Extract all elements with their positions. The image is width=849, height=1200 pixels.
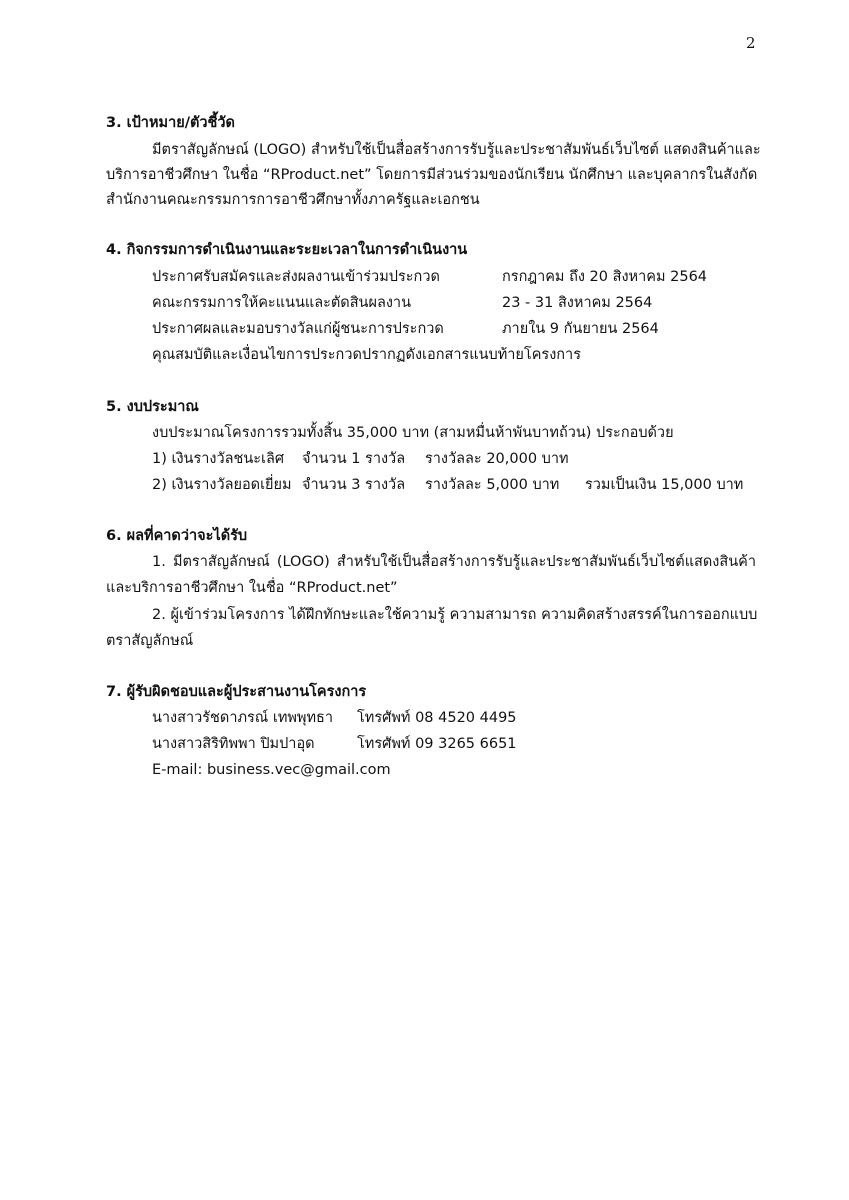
prize-row xyxy=(152,475,743,495)
activity-label: ประกาศรับสมัครและส่งผลงานเข้าร่วมประกวด xyxy=(152,269,440,285)
contact-phone: โทรศัพท์ 08 4520 4495 xyxy=(357,710,517,726)
prize-name: 2) เงินรางวัลยอดเยี่ยม xyxy=(152,477,292,493)
page-number: 2 xyxy=(746,34,756,52)
contact-email[interactable]: E-mail: business.vec@gmail.com xyxy=(152,762,391,778)
section-3-line-1: มีตราสัญลักษณ์ (LOGO) สำหรับใช้เป็นสื่อสร้างการรับรู้และประชาสัมพันธ์เว็บไซต์ แสดงสินค้าและ xyxy=(152,142,761,158)
contact-name: นางสาวรัชดาภรณ์ เทพพุทธา xyxy=(152,710,334,726)
prize-total: รวมเป็นเงิน 15,000 บาท xyxy=(585,477,744,493)
activity-date: กรกฎาคม ถึง 20 สิงหาคม 2564 xyxy=(502,269,708,285)
section-5-heading: 5. งบประมาณ xyxy=(106,399,199,415)
section-3-line-3: สำนักงานคณะกรรมการการอาชีวศึกษาทั้งภาครัฐและเอกชน xyxy=(106,192,480,208)
budget-intro: งบประมาณโครงการรวมทั้งสิ้น 35,000 บาท (สามหมื่นห้าพันบาทถ้วน) ประกอบด้วย xyxy=(152,425,674,441)
prize-count: จำนวน 1 รางวัล xyxy=(302,451,406,467)
contact-phone: โทรศัพท์ 09 3265 6651 xyxy=(357,736,517,752)
expected-result-1-line-2: และบริการอาชีวศึกษา ในชื่อ “RProduct.net” xyxy=(106,580,398,596)
expected-result-1-line-1: 1. มีตราสัญลักษณ์ (LOGO) สำหรับใช้เป็นสื่อสร้างการรับรู้และประชาสัมพันธ์เว็บไซต์แสดงสินค้า xyxy=(152,554,756,570)
expected-result-2-line-2: ตราสัญลักษณ์ xyxy=(106,633,194,649)
section-3-line-2: บริการอาชีวศึกษา ในชื่อ “RProduct.net” โดยการมีส่วนร่วมของนักเรียน นักศึกษา และบุคลากรในสังกัด xyxy=(106,167,758,183)
section-6-heading: 6. ผลที่คาดว่าจะได้รับ xyxy=(106,528,248,544)
section-3-heading: 3. เป้าหมาย/ตัวชี้วัด xyxy=(106,115,235,131)
section-4-heading: 4. กิจกรรมการดำเนินงานและระยะเวลาในการดำเนินงาน xyxy=(106,242,468,258)
section-7-heading: 7. ผู้รับผิดชอบและผู้ประสานงานโครงการ xyxy=(106,684,367,700)
activity-date: 23 - 31 สิงหาคม 2564 xyxy=(502,295,653,311)
prize-row xyxy=(152,449,585,469)
activity-label: คณะกรรมการให้คะแนนและตัดสินผลงาน xyxy=(152,295,411,311)
prize-count: จำนวน 3 รางวัล xyxy=(302,477,406,493)
activity-label: ประกาศผลและมอบรางวัลแก่ผู้ชนะการประกวด xyxy=(152,321,444,337)
contact-name: นางสาวสิริทิพพา ปิมปาอุด xyxy=(152,736,315,752)
prize-amount: รางวัลละ 20,000 บาท xyxy=(425,451,569,467)
expected-result-2-line-1: 2. ผู้เข้าร่วมโครงการ ได้ฝึกทักษะและใช้ความรู้ ความสามารถ ความคิดสร้างสรรค์ในการออกแบบ xyxy=(152,607,758,623)
prize-amount: รางวัลละ 5,000 บาท xyxy=(425,477,560,493)
prize-name: 1) เงินรางวัลชนะเลิศ xyxy=(152,451,285,467)
activity-note: คุณสมบัติและเงื่อนไขการประกวดปรากฏดังเอกสารแนบท้ายโครงการ xyxy=(152,347,581,363)
activity-date: ภายใน 9 กันยายน 2564 xyxy=(502,321,659,337)
